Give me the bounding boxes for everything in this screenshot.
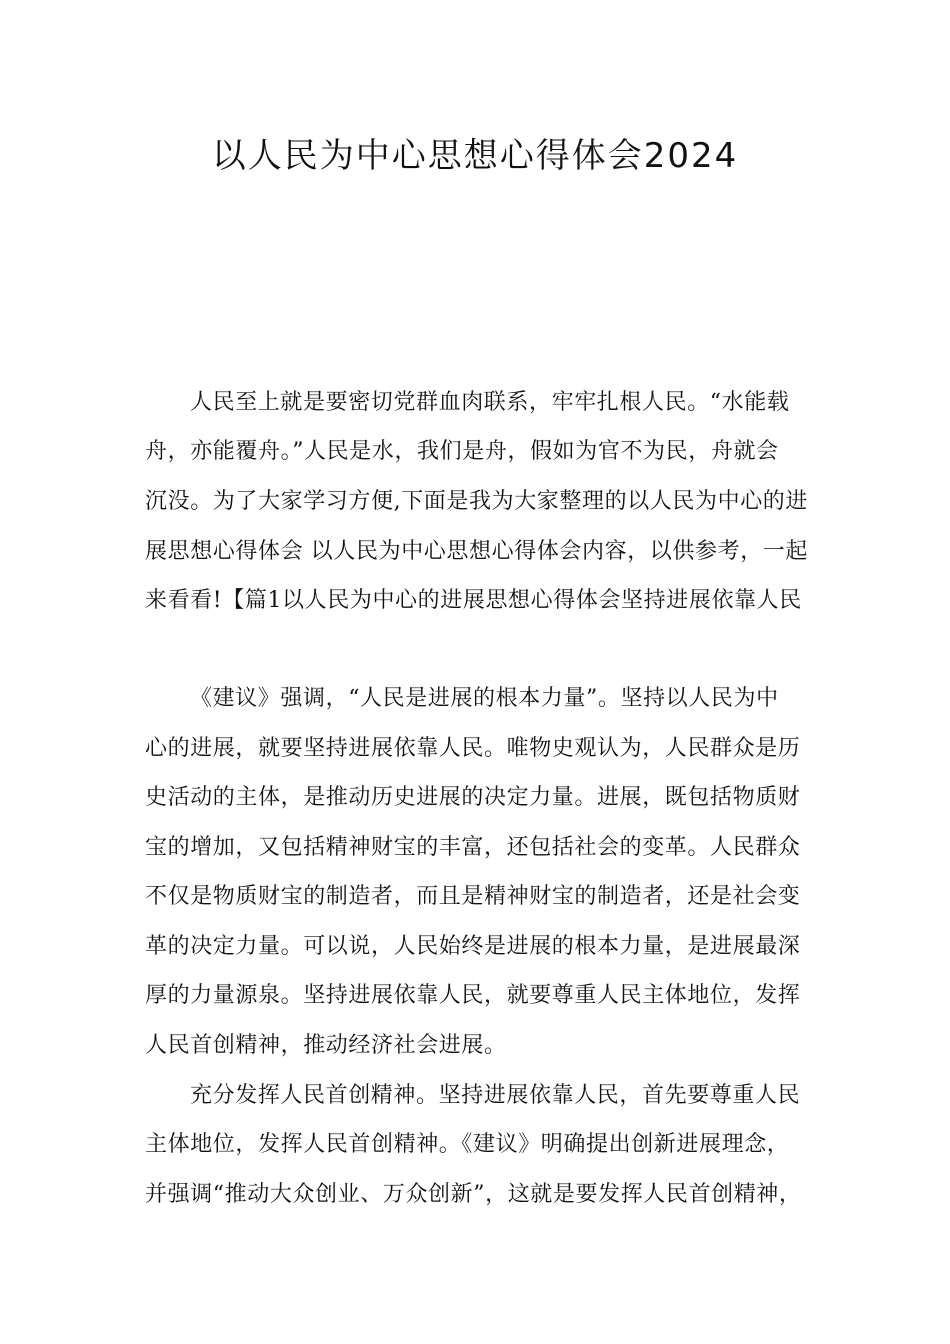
document-title: 以人民为中心思想心得体会2024: [211, 136, 739, 176]
paragraph-line: 主体地位，发挥人民首创精神。《建议》明确提出创新进展理念，: [145, 1132, 790, 1157]
paragraph-line: 人民至上就是要密切党群血肉联系，牢牢扎根人民。“水能载: [190, 390, 790, 415]
paragraph-line: 人民首创精神，推动经济社会进展。: [145, 1033, 507, 1058]
paragraph-line: 并强调“推动大众创业、万众创新”，这就是要发挥人民首创精神，: [145, 1182, 802, 1207]
paragraph-line: 厚的力量源泉。坚持进展依靠人民，就要尊重人民主体地位，发挥: [145, 983, 801, 1008]
paragraph-line: 不仅是物质财宝的制造者，而且是精神财宝的制造者，还是社会变: [145, 884, 801, 909]
paragraph-line: 展思想心得体会 以人民为中心思想心得体会内容，以供参考，一起: [145, 539, 808, 564]
paragraph-line: 来看看!【篇1以人民为中心的进展思想心得体会坚持进展依靠人民: [145, 588, 802, 613]
paragraph-line: 革的决定力量。可以说，人民始终是进展的根本力量，是进展最深: [145, 934, 801, 959]
paragraph-line: 《建议》强调，“人民是进展的根本力量”。坚持以人民为中: [190, 686, 779, 711]
paragraph-line: 充分发挥人民首创精神。坚持进展依靠人民，首先要尊重人民: [190, 1083, 801, 1108]
paragraph-line: 心的进展，就要坚持进展依靠人民。唯物史观认为，人民群众是历: [145, 736, 801, 761]
paragraph-line: 史活动的主体，是推动历史进展的决定力量。进展，既包括物质财: [145, 785, 801, 810]
paragraph-line: 沉没。为了大家学习方便,下面是我为大家整理的以人民为中心的进: [145, 489, 808, 514]
paragraph-line: 舟，亦能覆舟。”人民是水，我们是舟，假如为官不为民，舟就会: [145, 439, 779, 464]
paragraph-line: 宝的增加，又包括精神财宝的丰富，还包括社会的变革。人民群众: [145, 835, 801, 860]
